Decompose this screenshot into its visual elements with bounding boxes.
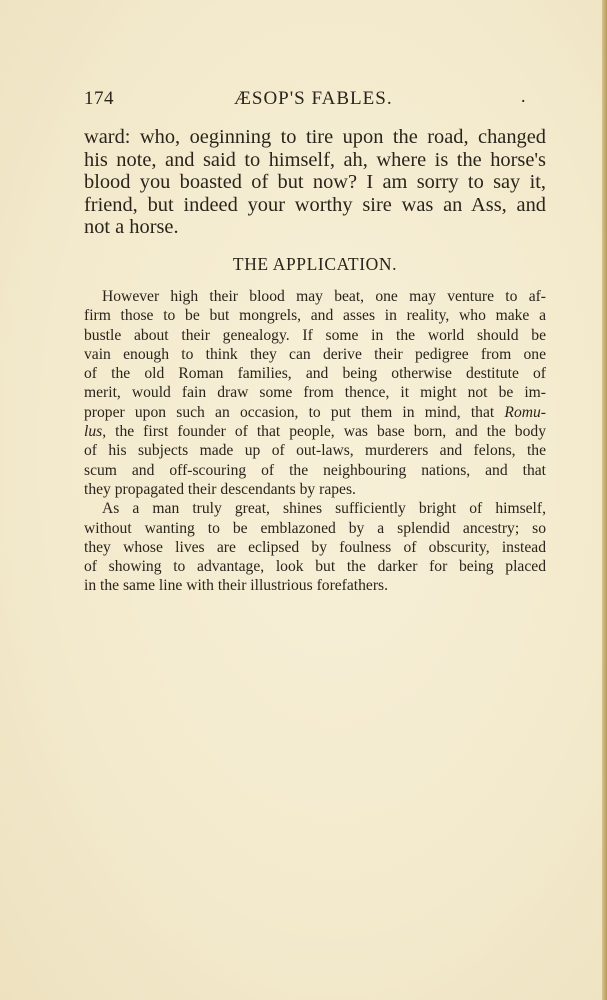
application-line: in the same line with their illustrious forefathers. bbox=[84, 577, 389, 595]
application-line: firm those to be but mongrels, and asses in reality, who make a bbox=[84, 307, 546, 325]
running-head bbox=[84, 88, 524, 110]
italic-romu: Romu- bbox=[504, 403, 546, 421]
fable-line: his note, and said to himself, ah, where is the horse's bbox=[84, 148, 546, 171]
fable-line: not a horse. bbox=[84, 216, 179, 239]
application-line: vain enough to think they can derive their pedigree from one bbox=[84, 345, 546, 363]
fable-text bbox=[84, 126, 546, 239]
application-line: they whose lives are eclipsed by foulness of obscurity, instead bbox=[84, 538, 546, 556]
italic-lus: lus bbox=[84, 423, 103, 441]
application-line: without wanting to be emblazoned by a splendid ancestry; so bbox=[84, 519, 546, 537]
application-line: of his subjects made up of out-laws, murderers and felons, the bbox=[84, 442, 546, 460]
application-line: merit, would fain draw some from thence, it might not be im- bbox=[84, 384, 546, 402]
fable-line: ward: who, oeginning to tire upon the road, changed bbox=[84, 126, 546, 148]
application-line: scum and off-scouring of the neighbouring nations, and that bbox=[84, 461, 546, 479]
page-edge bbox=[602, 0, 607, 1000]
running-title: ÆSOP'S FABLES. bbox=[234, 88, 393, 109]
application-line: bustle about their genealogy. If some in the world should be bbox=[84, 326, 546, 344]
application-line-text: proper upon such an occasion, to put them in mind, that bbox=[84, 403, 505, 421]
running-mark: . bbox=[521, 86, 526, 106]
application-heading: THE APPLICATION. bbox=[232, 254, 398, 274]
application-text bbox=[84, 287, 546, 596]
application-line: As a man truly great, shines sufficiently bright of himself, bbox=[102, 500, 546, 518]
fable-line: blood you boasted of but now? I am sorry to say it, bbox=[84, 171, 546, 194]
application-line-with-italic bbox=[84, 403, 546, 422]
fable-line: friend, but indeed your worthy sire was an Ass, and bbox=[84, 193, 546, 216]
application-line: However high their blood may beat, one may venture to af- bbox=[102, 288, 546, 305]
application-line: of the old Roman families, and being otherwise destitute of bbox=[84, 365, 546, 383]
application-line: they propagated their descendants by rapes. bbox=[84, 480, 356, 498]
application-line: of showing to advantage, look but the darker for being placed bbox=[84, 558, 546, 576]
page-number: 174 bbox=[84, 88, 114, 109]
application-line: lus, the first founder of that people, was base born, and the body bbox=[84, 423, 546, 441]
